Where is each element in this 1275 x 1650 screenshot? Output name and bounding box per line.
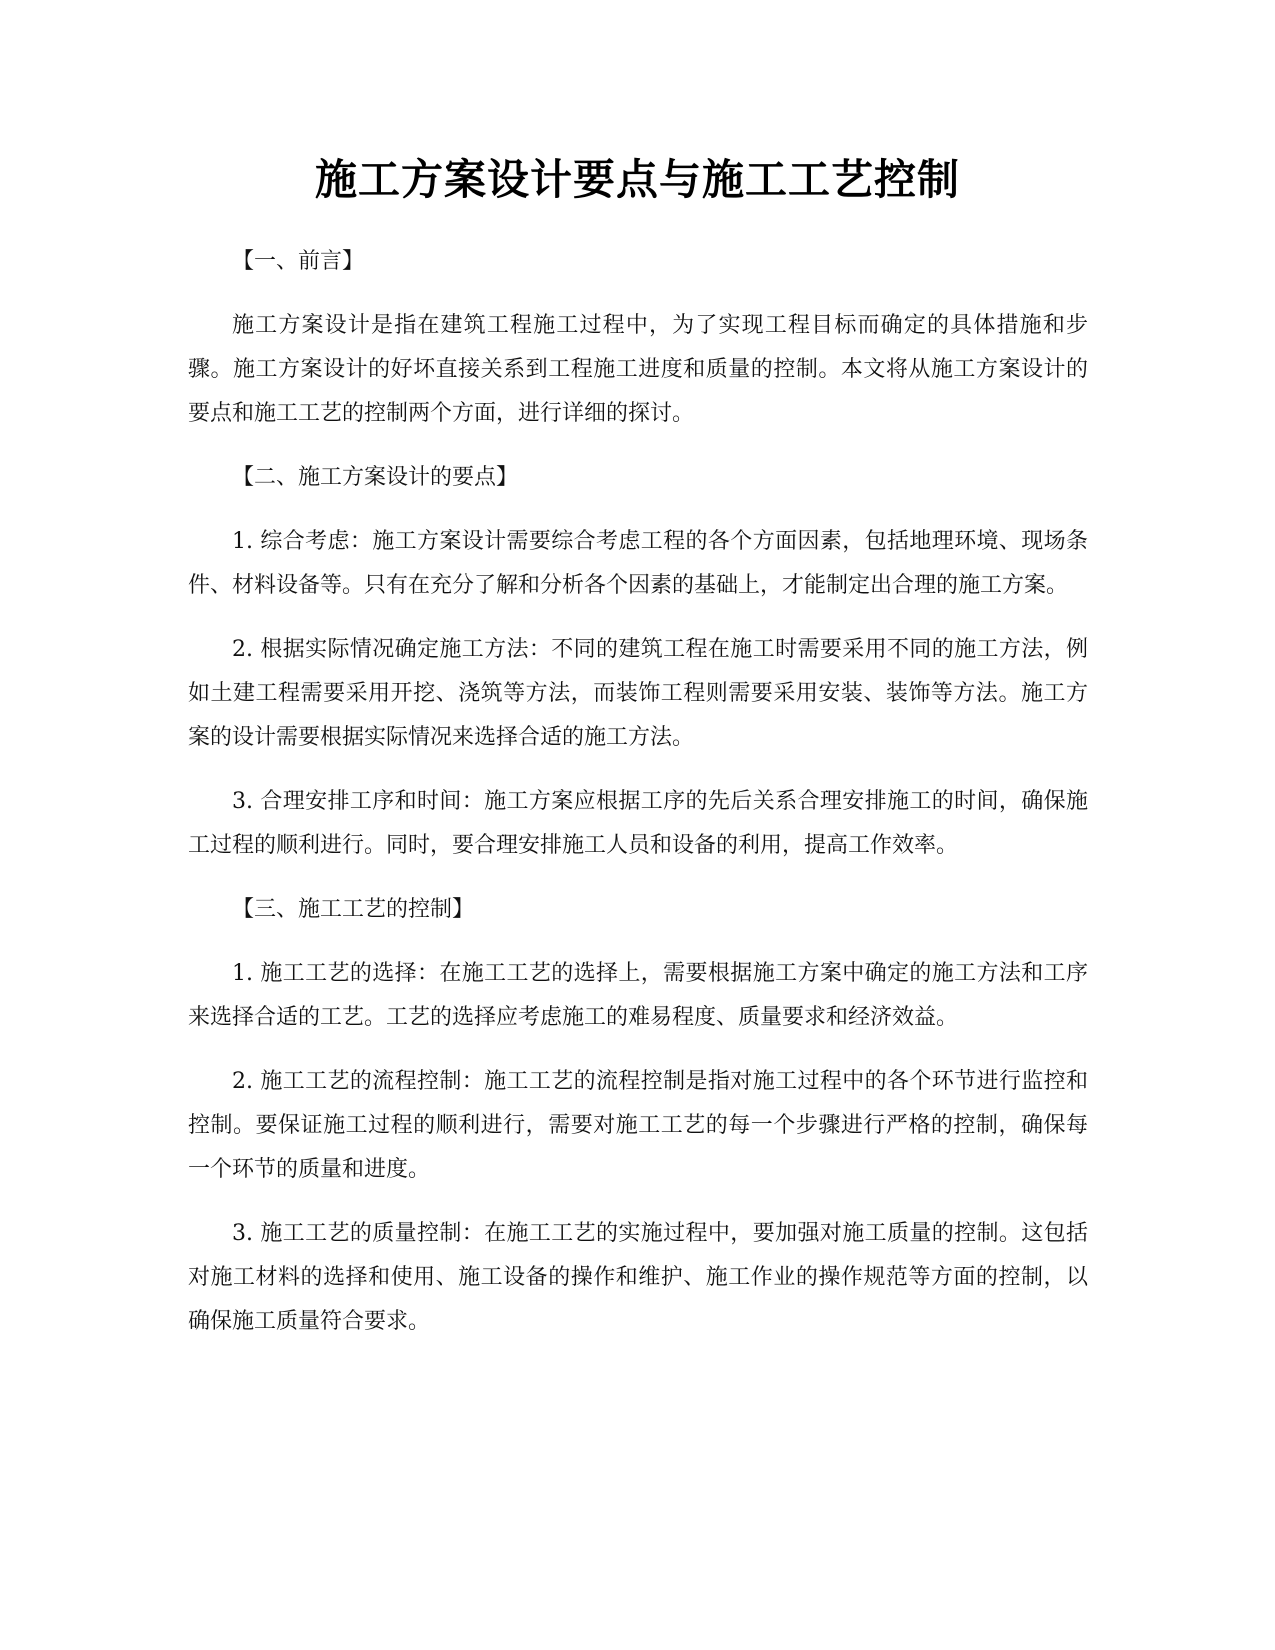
paragraph-process-control-3: 3. 施工工艺的质量控制：在施工工艺的实施过程中，要加强对施工质量的控制。这包括对施工材料的选择和使用、施工设备的操作和维护、施工作业的操作规范等方面的控制，以确保施工质量符合要求。 — [188, 1221, 1088, 1334]
paragraph-design-point-3: 3. 合理安排工序和时间：施工方案应根据工序的先后关系合理安排施工的时间，确保施工过程的顺利进行。同时，要合理安排施工人员和设备的利用，提高工作效率。 — [188, 789, 1088, 858]
paragraph-process-control-1: 1. 施工工艺的选择：在施工工艺的选择上，需要根据施工方案中确定的施工方法和工序来选择合适的工艺。工艺的选择应考虑施工的难易程度、质量要求和经济效益。 — [188, 961, 1088, 1030]
section-heading-design-points: 【二、施工方案设计的要点】 — [232, 465, 519, 490]
paragraph-design-point-1: 1. 综合考虑：施工方案设计需要综合考虑工程的各个方面因素，包括地理环境、现场条件、材料设备等。只有在充分了解和分析各个因素的基础上，才能制定出合理的施工方案。 — [188, 529, 1088, 598]
paragraph-process-control-2: 2. 施工工艺的流程控制：施工工艺的流程控制是指对施工过程中的各个环节进行监控和控制。要保证施工过程的顺利进行，需要对施工工艺的每一个步骤进行严格的控制，确保每一个环节的质量和进度。 — [188, 1069, 1088, 1182]
paragraph-design-point-2: 2. 根据实际情况确定施工方法：不同的建筑工程在施工时需要采用不同的施工方法，例如土建工程需要采用开挖、浇筑等方法，而装饰工程则需要采用安装、装饰等方法。施工方案的设计需要根据实际情况来选择合适的施工方法。 — [188, 637, 1088, 750]
paragraph-intro: 施工方案设计是指在建筑工程施工过程中，为了实现工程目标而确定的具体措施和步骤。施工方案设计的好坏直接关系到工程施工进度和质量的控制。本文将从施工方案设计的要点和施工工艺的控制两个方面，进行详细的探讨。 — [188, 313, 1088, 426]
document-title: 施工方案设计要点与施工工艺控制 — [314, 155, 960, 204]
section-heading-intro: 【一、前言】 — [232, 249, 365, 274]
section-heading-process-control: 【三、施工工艺的控制】 — [232, 897, 475, 922]
document-body — [188, 240, 1088, 1364]
